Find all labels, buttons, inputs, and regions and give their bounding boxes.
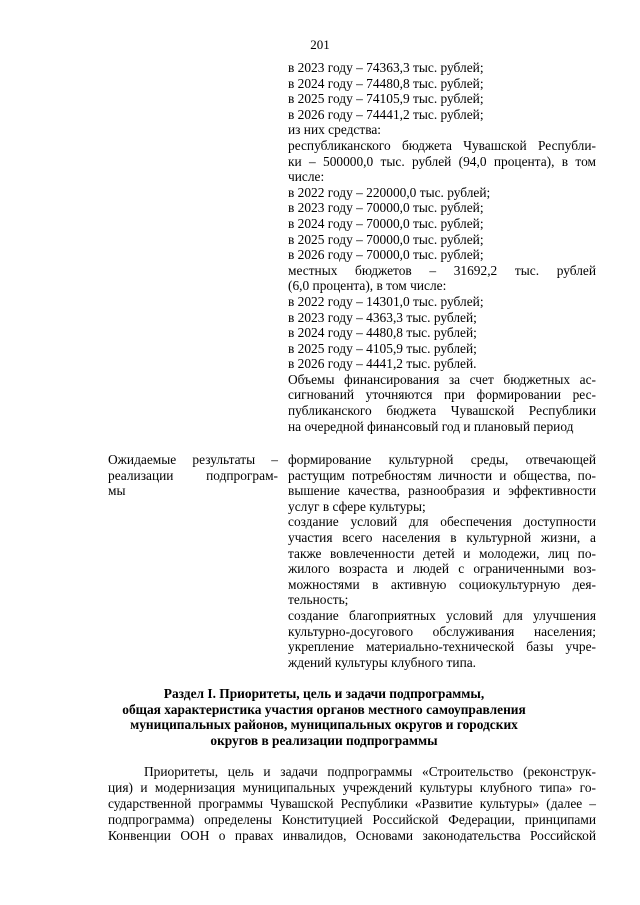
expected-results-text (288, 452, 596, 670)
local-year-line: в 2026 году – 4441,2 тыс. рублей. (288, 356, 477, 372)
heading-line: общая характеристика участия органов местного самоуправления (122, 701, 526, 717)
result-line: услуг в сфере культуры; (288, 498, 426, 514)
result-line: также вовлеченности детей и молодежи, лиц по- (288, 545, 596, 561)
local-year-line: в 2022 году – 14301,0 тыс. рублей; (288, 293, 484, 309)
republic-year-line: в 2024 году – 70000,0 тыс. рублей; (288, 215, 484, 231)
heading-line: округов в реализации подпрограммы (210, 732, 438, 748)
body-line: Конвенции ООН о правах инвалидов, Основами законодательства Российской (108, 828, 596, 843)
republic-year-line: в 2026 году – 70000,0 тыс. рублей; (288, 247, 484, 263)
financing-note-line: на очередной финансовый год и плановый период (288, 418, 574, 434)
financing-note-line: сигнований уточняются при формировании рес- (288, 387, 596, 403)
financing-note-line: публиканского бюджета Чувашской Республики (288, 403, 596, 419)
local-budget-line: (6,0 процента), в том числе: (288, 278, 447, 294)
expected-results-label (108, 452, 278, 499)
result-line: ждений культуры клубного типа. (288, 654, 477, 670)
result-line: тельность; (288, 592, 349, 608)
result-line: укрепление материально-технической базы учре- (288, 639, 596, 655)
label-line: реализации подпрограм- (108, 467, 278, 483)
result-line: вышение качества, разнообразия и эффективности (288, 483, 596, 499)
financing-line: в 2023 году – 74363,3 тыс. рублей; (288, 60, 484, 75)
financing-line: в 2024 году – 74480,8 тыс. рублей; (288, 75, 484, 91)
result-line: культурно-досугового обслуживания населения; (288, 623, 596, 639)
result-line: можностями в активную социокультурную дея- (288, 576, 596, 592)
label-line: мы (108, 483, 126, 499)
result-line: жилого возраста и людей с ограниченными воз- (288, 561, 596, 577)
result-line: участия всего населения в культурной жизни, а (288, 529, 596, 545)
republic-year-line: в 2025 году – 70000,0 тыс. рублей; (288, 231, 484, 247)
republic-year-line: в 2023 году – 70000,0 тыс. рублей; (288, 200, 484, 216)
body-line: сударственной программы Чувашской Республики «Развитие культуры» (далее – (108, 796, 596, 811)
financing-line: из них средства: (288, 122, 382, 138)
heading-line: Раздел I. Приоритеты, цель и задачи подпрограммы, (163, 686, 485, 701)
financing-line: в 2025 году – 74105,9 тыс. рублей; (288, 91, 484, 107)
local-year-line: в 2023 году – 4363,3 тыс. рублей; (288, 309, 477, 325)
local-year-line: в 2025 году – 4105,9 тыс. рублей; (288, 340, 477, 356)
republic-budget-line: числе: (288, 169, 325, 185)
republic-year-line: в 2022 году – 220000,0 тыс. рублей; (288, 184, 491, 200)
page-number: 201 (310, 37, 330, 52)
body-line: подпрограмма) определены Конституцией Российской Федерации, принципами (108, 812, 596, 827)
financing-block (288, 60, 596, 434)
republic-budget-line: республиканского бюджета Чувашской Республи- (288, 137, 596, 153)
result-line: создание условий для обеспечения доступности (288, 514, 596, 530)
local-budget-line: местных бюджетов – 31692,2 тыс. рублей (288, 262, 596, 278)
result-line: растущим потребностям личности и общества, по- (288, 467, 596, 483)
local-year-line: в 2024 году – 4480,8 тыс. рублей; (288, 325, 477, 341)
label-line: Ожидаемые результаты – (108, 452, 278, 467)
section-heading (100, 686, 548, 748)
result-line: создание благоприятных условий для улучшения (288, 607, 596, 623)
republic-budget-line: ки – 500000,0 тыс. рублей (94,0 процента), в том (288, 153, 596, 169)
financing-line: в 2026 году – 74441,2 тыс. рублей; (288, 106, 484, 122)
result-line: формирование культурной среды, отвечающей (288, 452, 596, 467)
body-line: Приоритеты, цель и задачи подпрограммы «Строительство (реконструк- (144, 764, 596, 779)
financing-note-line: Объемы финансирования за счет бюджетных ас- (288, 371, 596, 387)
heading-line: муниципальных районов, муниципальных округов и городских (130, 717, 518, 733)
body-line: ция) и модернизация муниципальных учреждений культуры клубного типа» го- (108, 780, 596, 795)
body-paragraph (108, 764, 596, 844)
